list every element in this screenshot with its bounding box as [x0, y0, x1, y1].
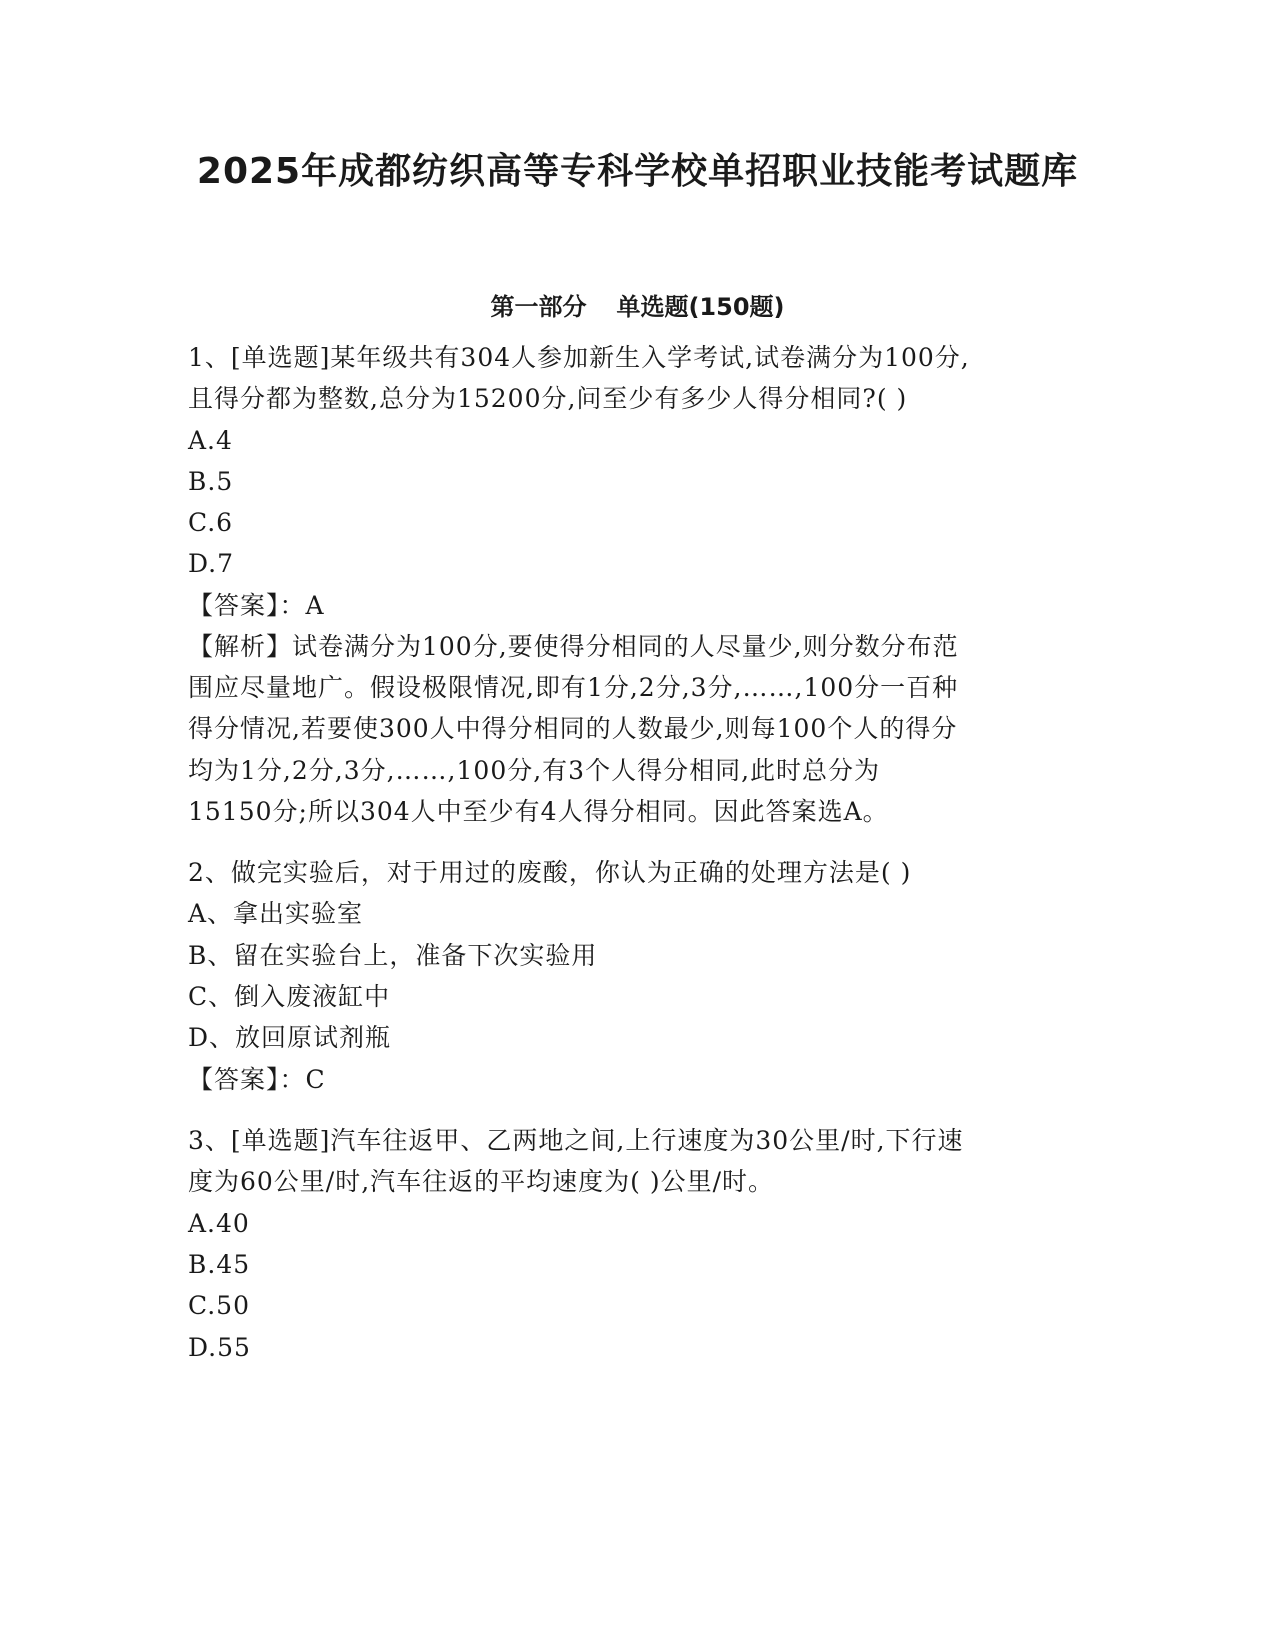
q3-option-b: B.45: [188, 1250, 251, 1279]
section-name: 单选题(150题): [616, 293, 785, 321]
q1-analysis-line-5: 15150分;所以304人中至少有4人得分相同。因此答案选A。: [188, 797, 889, 826]
q2-answer-label: 【答案】：: [188, 1065, 306, 1094]
q2-answer: [188, 1063, 1088, 1097]
q1-answer: [188, 589, 1088, 623]
q1-analysis-line-4: 均为1分,2分,3分,……,100分,有3个人得分相同,此时总分为: [188, 756, 881, 785]
q1-option-b: B.5: [188, 467, 234, 496]
q1-answer-label: 【答案】：: [188, 591, 306, 620]
section-heading: [0, 290, 1275, 324]
q2-option-a: A、拿出实验室: [188, 899, 364, 928]
q3-stem-line-2: 度为60公里/时,汽车往返的平均速度为( )公里/时。: [188, 1167, 775, 1196]
q3-option-a: A.40: [188, 1209, 250, 1238]
q1-stem-line-2: 且得分都为整数,总分为15200分,问至少有多少人得分相同?( ): [188, 384, 908, 413]
q1-analysis-line-2: 围应尽量地广。假设极限情况,即有1分,2分,3分,……,100分一百种: [188, 673, 959, 702]
q1-analysis-line-3: 得分情况,若要使300人中得分相同的人数最少,则每100个人的得分: [188, 714, 958, 743]
q1-option-c: C.6: [188, 508, 234, 537]
q3-stem-line-1: 3、[单选题]汽车往返甲、乙两地之间,上行速度为30公里/时,下行速: [188, 1126, 964, 1155]
q1-stem-line-1: 1、[单选题]某年级共有304人参加新生入学考试,试卷满分为100分,: [188, 343, 970, 372]
q2-option-c: C、倒入废液缸中: [188, 982, 391, 1011]
q3-option-d: D.55: [188, 1333, 251, 1362]
q1-option-a: A.4: [188, 426, 233, 455]
q2-stem-line-1: 2、做完实验后，对于用过的废酸，你认为正确的处理方法是( ): [188, 858, 912, 887]
q1-analysis-line-1: 【解析】试卷满分为100分,要使得分相同的人尽量少,则分数分布范: [188, 632, 959, 661]
q1-answer-value: A: [305, 591, 325, 620]
q3-option-c: C.50: [188, 1291, 250, 1320]
q1-option-d: D.7: [188, 549, 235, 578]
section-part: 第一部分: [490, 293, 587, 321]
document-title: 2025年成都纺织高等专科学校单招职业技能考试题库: [196, 151, 1079, 192]
q2-option-d: D、放回原试剂瓶: [188, 1023, 392, 1052]
q2-option-b: B、留在实验台上，准备下次实验用: [188, 941, 598, 970]
q2-answer-value: C: [305, 1065, 326, 1094]
